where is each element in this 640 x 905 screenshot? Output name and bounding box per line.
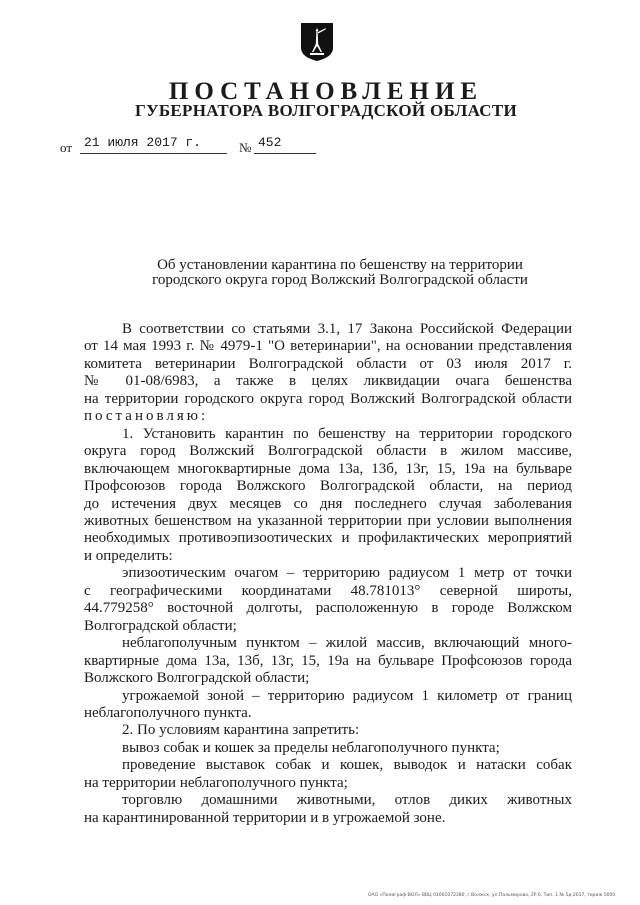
- body-line: проведение выставок собак и кошек, выводок и натаски собак: [122, 757, 572, 774]
- document-date: 21 июля 2017 г.: [84, 135, 202, 150]
- number-prefix: №: [239, 140, 252, 155]
- body-line: на территории неблагополучного пункта;: [84, 774, 348, 791]
- body-line: на карантинированной территории и в угрожаемой зоне.: [84, 809, 446, 826]
- date-prefix: от: [60, 140, 73, 155]
- document-body: [84, 321, 572, 827]
- body-line: неблагополучным пунктом – жилой массив, включающий много-: [122, 635, 572, 652]
- body-line: до истечения двух месяцев со дня последнего случая заболевания: [84, 495, 572, 512]
- date-underline: [80, 153, 227, 154]
- body-line: Волгоградской области;: [84, 617, 237, 634]
- body-line: угрожаемой зоной – территорию радиусом 1 километр от границ: [122, 687, 572, 704]
- body-line: квартирные дома 13а, 13б, 13г, 15, 19а на бульваре Профсоюзов города: [84, 652, 572, 669]
- body-line: животных бешенством на указанной территории при условии выполнения: [84, 512, 572, 529]
- printer-footer: ОАО «Полиграф-ВОЛ» ВВЦ 01001072380, г.Волжск, ул.Пальмирова, 2Р.6, Тип. 1 № 5д 2017, тираж 5000: [368, 893, 616, 898]
- body-line: и определить:: [84, 547, 173, 564]
- subject-line: городского округа город Волжский Волгоградской области: [152, 272, 528, 288]
- body-line: с географическими координатами 48.781013° северной широты,: [84, 582, 572, 599]
- body-line: № 01-08/6983, а также в целях ликвидации очага бешенства: [84, 373, 572, 390]
- document-number: 452: [258, 135, 282, 150]
- body-line: Волжского Волгоградской области;: [84, 670, 310, 687]
- body-line: 2. По условиям карантина запретить:: [122, 722, 360, 739]
- body-line: В соответствии со статьями 3.1, 17 Закона Российской Федерации: [122, 321, 572, 337]
- body-line: неблагополучного пункта.: [84, 704, 252, 721]
- subject-line: Об установлении карантина по бешенству на территории: [157, 257, 523, 273]
- emblem-icon: [300, 22, 334, 62]
- body-line: необходимых противоэпизоотических и профилактических мероприятий: [84, 530, 572, 547]
- number-underline: [254, 153, 316, 154]
- body-line: торговлю домашними животными, отлов диких животных: [122, 792, 572, 809]
- document-title: ПОСТАНОВЛЕНИЕ: [168, 78, 484, 105]
- body-line: комитета ветеринарии Волгоградской области от 03 июля 2017 г.: [84, 355, 572, 372]
- document-subject: [80, 258, 600, 288]
- body-line: 1. Установить карантин по бешенству на территории городского: [122, 425, 572, 442]
- document-subtitle: ГУБЕРНАТОРА ВОЛГОГРАДСКОЙ ОБЛАСТИ: [134, 101, 518, 120]
- body-line: вывоз собак и кошек за пределы неблагополучного пункта;: [122, 739, 500, 756]
- body-line: округа город Волжский Волгоградской области в жилом массиве,: [84, 443, 572, 460]
- body-line-resolve: постановляю:: [84, 408, 209, 425]
- body-line: Профсоюзов города Волжского Волгоградской области, на период: [84, 478, 572, 495]
- body-line: от 14 мая 1993 г. № 4979-1 "О ветеринарии", на основании представления: [84, 338, 572, 355]
- body-line: включающем многоквартирные дома 13а, 13б, 13г, 15, 19а на бульваре: [84, 460, 572, 477]
- body-line: 44.779258° восточной долготы, расположенную в городе Волжском: [84, 600, 572, 617]
- body-line: на территории городского округа город Волжский Волгоградской области: [84, 390, 572, 407]
- body-line: эпизоотическим очагом – территорию радиусом 1 метр от точки: [122, 565, 572, 582]
